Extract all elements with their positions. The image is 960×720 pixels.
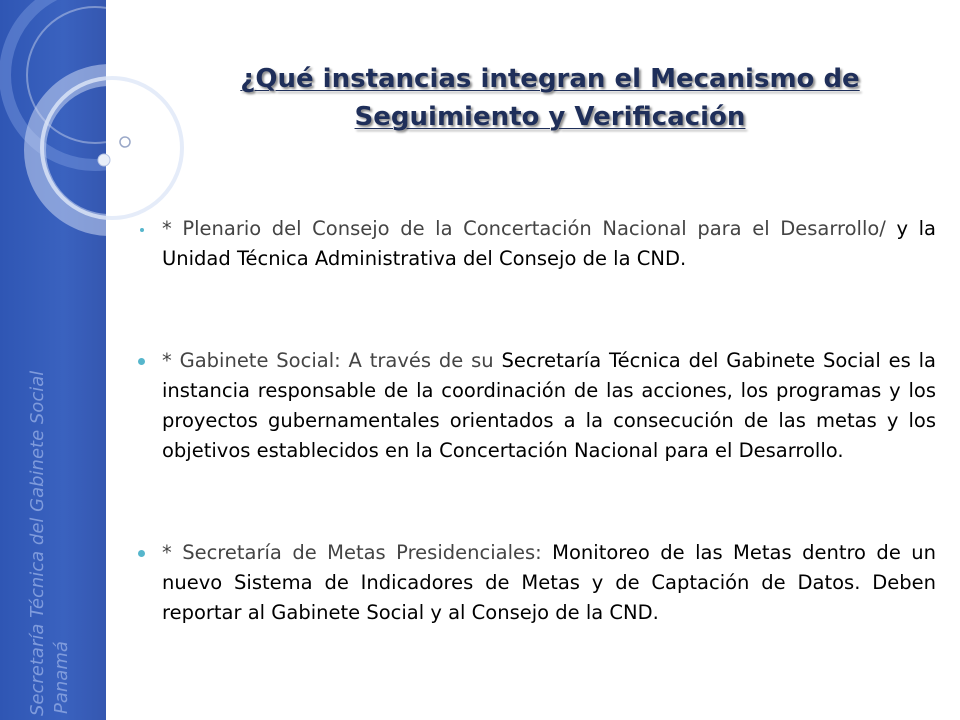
item-lead: * Secretaría de Metas Presidenciales:: [162, 541, 553, 564]
list-item-plenario: [162, 214, 936, 274]
list-item-gabinete: [162, 346, 936, 466]
bullet-icon: [138, 358, 145, 365]
title-line-1: ¿Qué instancias integran el Mecanismo de: [240, 64, 860, 94]
sidebar-caption-line1: Secretaría Técnica del Gabinete Social: [27, 370, 48, 716]
sidebar-caption: [26, 356, 74, 716]
slide-title: [190, 60, 910, 136]
small-ring-icon: [120, 137, 130, 147]
item-lead: * Plenario del Consejo de la Concertación Nacional para el Desarrollo/: [162, 217, 897, 240]
item-text: y la Unidad Técnica Administrativa del Consejo de la CND.: [162, 217, 936, 270]
list-item-metas: [162, 538, 936, 628]
sidebar-caption-line2: Panamá: [51, 641, 72, 714]
bullet-icon: [140, 228, 144, 232]
item-lead: * Gabinete Social: A través de su: [162, 349, 502, 372]
title-line-2: Seguimiento y Verificación: [354, 102, 746, 132]
bullet-icon: [138, 550, 145, 557]
sidebar-band: [0, 0, 106, 720]
item-text: Secretaría Técnica del Gabinete Social es la instancia responsable de la coordinación de las acciones, los programas y los proyectos gubernamentales orientados a la consecución de las metas y los objetivos establecidos en la Concertación Nacional para el Desarrollo.: [162, 349, 936, 462]
item-text: Monitoreo de las Metas dentro de un nuevo Sistema de Indicadores de Metas y de Captación de Datos. Deben reportar al Gabinete Social y al Consejo de la CND.: [162, 541, 936, 624]
